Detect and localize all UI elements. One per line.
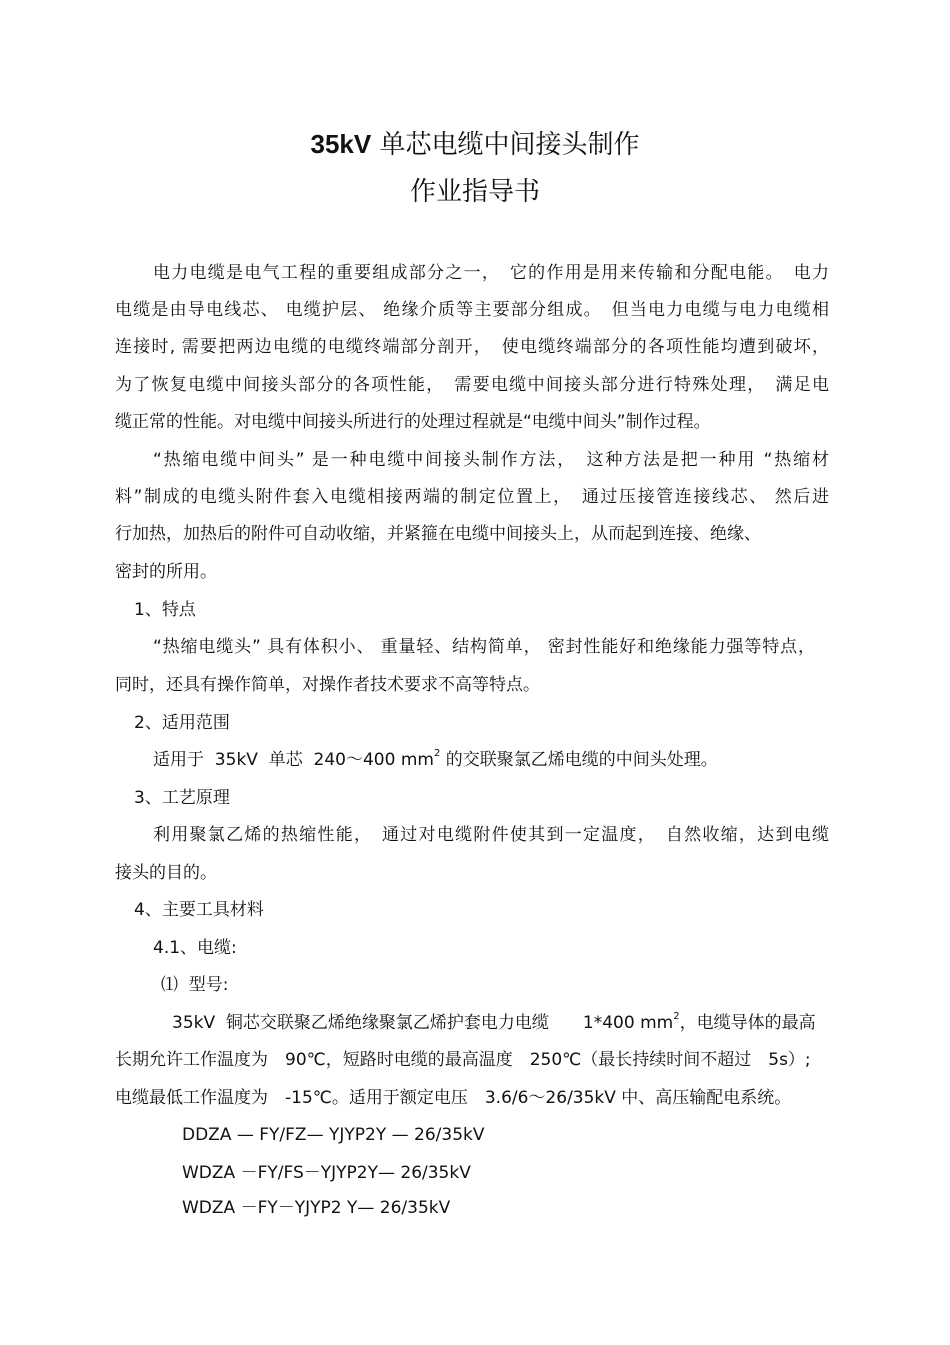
- section-2-body-text: 适用于 35kV 单芯 240～400 mm: [153, 750, 434, 770]
- section-1-body-1: “热缩电缆头” 具有体积小、 重量轻、结构简单， 密封性能好和绝缘能力强等特点，: [153, 637, 815, 657]
- cable-desc-line-2: 长期允许工作温度为 90℃，短路时电缆的最高温度 250℃（最长持续时间不超过 5s）;: [115, 1050, 811, 1070]
- section-4-1-heading: 4.1、电缆:: [153, 938, 237, 958]
- intro-line-4: 为了恢复电缆中间接头部分的各项性能， 需要电缆中间接头部分进行特殊处理， 满足电: [115, 375, 829, 395]
- section-2-heading: 2、适用范围: [134, 713, 230, 733]
- section-2-body: [153, 748, 718, 772]
- intro2-line-4: 密封的所用。: [115, 562, 217, 582]
- cable-desc-text: 35kV 铜芯交联聚乙烯绝缘聚氯乙烯护套电力电缆 1*400 mm: [172, 1013, 674, 1033]
- title-rest: 单芯电缆中间接头制作: [371, 130, 640, 160]
- superscript: 2: [673, 1011, 680, 1023]
- section-3-heading: 3、工艺原理: [134, 788, 230, 808]
- section-4-1-1-heading: ⑴ 型号:: [161, 975, 229, 995]
- cable-desc-line-3: 电缆最低工作温度为 -15℃。适用于额定电压 3.6/6～26/35kV 中、高压输配电系统。: [115, 1088, 792, 1108]
- section-1-heading: 1、特点: [134, 600, 196, 620]
- intro2-line-3: 行加热，加热后的附件可自动收缩，并紧箍在电缆中间接头上，从而起到连接、绝缘、: [115, 524, 761, 544]
- section-3-body-2: 接头的目的。: [115, 863, 217, 883]
- intro-line-3: 连接时, 需要把两边电缆的电缆终端部分剖开， 使电缆终端部分的各项性能均遭到破坏，: [115, 337, 829, 357]
- cable-desc-line-1: [172, 1011, 816, 1035]
- intro-line-5: 缆正常的性能。对电缆中间接头所进行的处理过程就是“电缆中间头”制作过程。: [115, 412, 711, 432]
- model-item-1: DDZA — FY/FZ— YJYP2Y — 26/35kV: [182, 1125, 485, 1145]
- superscript: 2: [433, 748, 441, 760]
- intro-line-1: 电力电缆是电气工程的重要组成部分之一， 它的作用是用来传输和分配电能。 电力: [153, 263, 829, 283]
- intro-line-2: 电缆是由导电线芯、 电缆护层、 绝缘介质等主要部分组成。 但当电力电缆与电力电缆相: [115, 300, 829, 320]
- intro2-line-1: “热缩电缆中间头” 是一种电缆中间接头制作方法， 这种方法是把一种用 “热缩材: [153, 450, 829, 470]
- intro2-line-2: 料”制成的电缆头附件套入电缆相接两端的制定位置上， 通过压接管连接线芯、 然后进: [115, 487, 829, 507]
- section-1-body-2: 同时，还具有操作简单，对操作者技术要求不高等特点。: [115, 675, 540, 695]
- section-2-body-text-end: 的交联聚氯乙烯电缆的中间头处理。: [440, 750, 718, 770]
- section-4-heading: 4、主要工具材料: [134, 900, 264, 920]
- title-bold-part: 35kV: [310, 129, 372, 159]
- cable-desc-text-end: ，电缆导体的最高: [679, 1013, 816, 1033]
- model-item-3: WDZA －FY－YJYP2 Y— 26/35kV: [182, 1198, 451, 1218]
- section-3-body-1: 利用聚氯乙烯的热缩性能， 通过对电缆附件使其到一定温度， 自然收缩，达到电缆: [153, 825, 829, 845]
- doc-title-line2: 作业指导书: [409, 177, 540, 207]
- model-item-2: WDZA －FY/FS－YJYP2Y— 26/35kV: [182, 1163, 471, 1183]
- doc-title-line1: [0, 128, 950, 161]
